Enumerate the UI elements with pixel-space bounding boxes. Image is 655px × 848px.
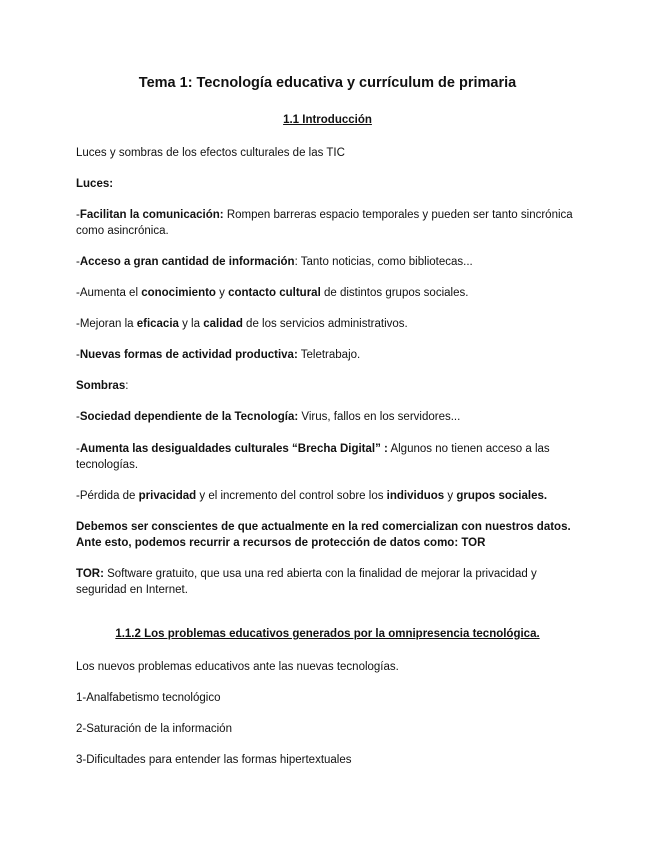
section-heading-introduccion: 1.1 Introducción <box>283 114 372 126</box>
problem-item: 3-Dificultades para entender las formas hipertextuales <box>76 754 352 766</box>
sombras-label: Sombras: <box>76 380 129 392</box>
problems-intro: Los nuevos problemas educativos ante las nuevas tecnologías. <box>76 661 399 673</box>
document-title: Tema 1: Tecnología educativa y currículum de primaria <box>138 75 517 91</box>
problem-item: 1-Analfabetismo tecnológico <box>76 692 221 704</box>
luces-item-informacion: -Acceso a gran cantidad de información: Tanto noticias, como bibliotecas... <box>76 256 473 268</box>
luces-item-conocimiento: -Aumenta el conocimiento y contacto cultural de distintos grupos sociales. <box>76 287 469 299</box>
problem-item: 2-Saturación de la información <box>76 723 232 735</box>
sombras-item-brecha-digital: -Aumenta las desigualdades culturales “Brecha Digital” : Algunos no tienen acceso a las tecnologías. <box>76 443 550 471</box>
luces-item-actividad: -Nuevas formas de actividad productiva: Teletrabajo. <box>76 349 361 361</box>
warning-paragraph: Debemos ser conscientes de que actualmente en la red comercializan con nuestros datos. Ante esto, podemos recurrir a recursos de protección de datos como: TOR <box>76 521 571 549</box>
sombras-item-dependiente: -Sociedad dependiente de la Tecnología: Virus, fallos en los servidores... <box>76 411 461 423</box>
sombras-item-privacidad: -Pérdida de privacidad y el incremento del control sobre los individuos y grupos sociales. <box>76 490 548 502</box>
luces-label: Luces: <box>76 178 114 190</box>
section-heading-problemas: 1.1.2 Los problemas educativos generados por la omnipresencia tecnológica. <box>115 628 540 640</box>
luces-item-comunicacion: -Facilitan la comunicación: Rompen barreras espacio temporales y pueden ser tanto sincrónica como asincrónica. <box>76 209 573 237</box>
luces-item-eficacia: -Mejoran la eficacia y la calidad de los servicios administrativos. <box>76 318 408 330</box>
tor-paragraph: TOR: Software gratuito, que usa una red abierta con la finalidad de mejorar la privacidad y seguridad en Internet. <box>76 568 537 596</box>
intro-paragraph: Luces y sombras de los efectos culturales de las TIC <box>76 147 345 159</box>
